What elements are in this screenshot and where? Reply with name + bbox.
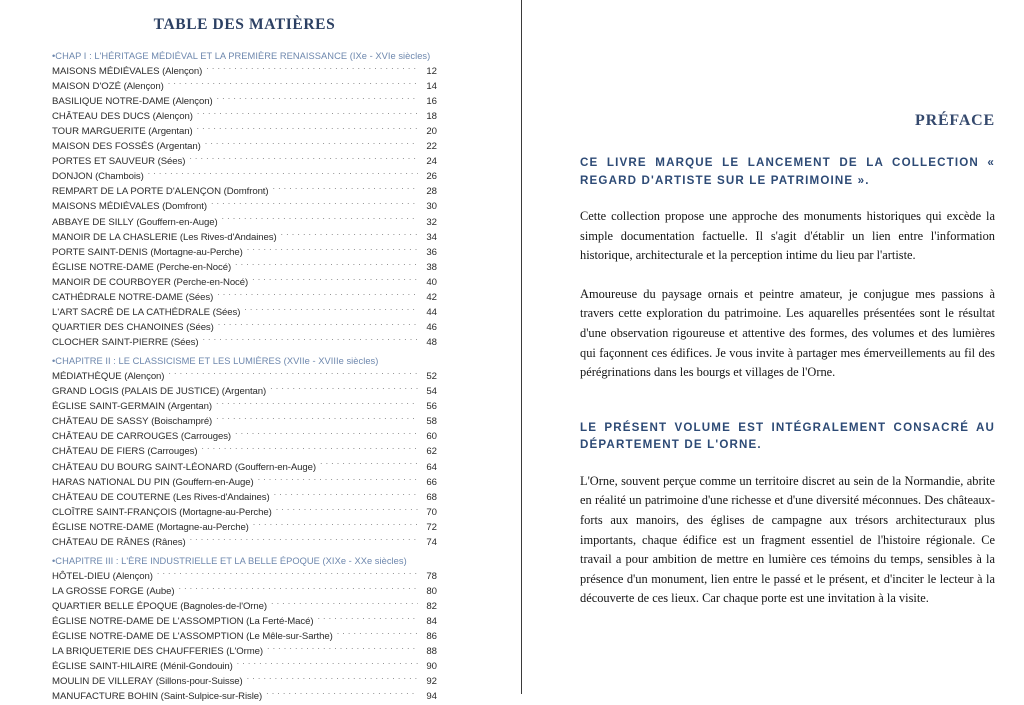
toc-entry[interactable] <box>52 399 437 414</box>
toc-entry-label <box>52 689 262 704</box>
toc-dot-leader <box>270 385 418 394</box>
toc-entry-page-number: 62 <box>426 446 437 458</box>
toc-dot-leader <box>211 200 418 209</box>
toc-entry[interactable] <box>52 184 437 199</box>
toc-entry-label <box>52 674 243 689</box>
toc-entry-title: CLOÎTRE SAINT-FRANÇOIS <box>52 506 177 518</box>
preface-paragraph-one: Cette collection propose une approche des monuments historiques qui excède la simple documentation factuelle. Il s'agit d'établir un lien entre l'information historique, architecturale et la perception intime du lieu par l'artiste. <box>580 209 995 263</box>
toc-dot-leader <box>252 276 418 285</box>
toc-entry-label <box>52 290 213 305</box>
toc-entry[interactable] <box>52 520 437 535</box>
toc-entry-page-number: 90 <box>426 661 437 673</box>
toc-entry-label <box>52 94 213 109</box>
toc-entry-page-number: 36 <box>426 246 437 258</box>
toc-entry-title: CHÂTEAU DE COUTERNE <box>52 491 171 503</box>
toc-entry-label <box>52 614 313 629</box>
toc-entry[interactable] <box>52 384 437 399</box>
toc-dot-leader <box>272 185 418 194</box>
toc-entry-place: (Boischampré) <box>148 416 213 428</box>
toc-dot-leader <box>235 430 418 439</box>
toc-entry[interactable] <box>52 230 437 245</box>
toc-entry[interactable] <box>52 369 437 384</box>
toc-entry-place: (Argentan) <box>153 141 201 153</box>
toc-entry-page-number: 26 <box>426 171 437 183</box>
toc-entry-page-number: 24 <box>426 156 437 168</box>
toc-entry-label <box>52 169 144 184</box>
toc-entry-title: CHÂTEAU DE CARROUGES <box>52 431 179 443</box>
toc-entry-title: ABBAYE DE SILLY <box>52 216 134 228</box>
toc-entry[interactable] <box>52 109 437 124</box>
toc-entry-label <box>52 475 254 490</box>
toc-dot-leader <box>235 261 418 270</box>
toc-entry-title: L'ART SACRÉ DE LA CATHÉDRALE <box>52 307 211 319</box>
toc-dot-leader <box>168 80 418 89</box>
toc-entry-place: (Saint-Sulpice-sur-Risle) <box>158 691 263 703</box>
toc-entry-page-number: 44 <box>426 307 437 319</box>
toc-entry[interactable] <box>52 124 437 139</box>
preface-page-title: PRÉFACE <box>915 112 995 129</box>
toc-dot-leader <box>237 660 418 669</box>
toc-dot-leader <box>218 321 418 330</box>
toc-entry[interactable] <box>52 689 437 704</box>
toc-entry-page-number: 74 <box>426 537 437 548</box>
toc-entry-title: PORTES ET SAUVEUR <box>52 156 156 168</box>
toc-entry[interactable] <box>52 260 437 275</box>
toc-entry[interactable] <box>52 629 437 644</box>
toc-entry[interactable] <box>52 535 437 550</box>
toc-entry-title: MANOIR DE COURBOYER <box>52 276 171 288</box>
toc-entry-page-number: 42 <box>426 292 437 303</box>
toc-entry-label <box>52 659 233 674</box>
toc-sections <box>52 51 437 705</box>
toc-entry-page-number: 30 <box>426 201 437 213</box>
toc-entry-page-number: 86 <box>426 631 437 643</box>
toc-entry-title: LA GROSSE FORGE <box>52 585 144 597</box>
toc-entry-place: (Perche-en-Nocé) <box>170 276 249 288</box>
toc-entry-title: BASILIQUE NOTRE-DAME <box>52 95 170 107</box>
toc-entry-place: (Bagnoles-de-l'Orne) <box>177 600 267 612</box>
toc-entry-label <box>52 444 197 459</box>
toc-entry-page-number: 48 <box>426 337 437 349</box>
toc-entry[interactable] <box>52 169 437 184</box>
toc-entry-place: (Gouffern-en-Auge) <box>133 216 218 228</box>
toc-entry-place: (Argentan) <box>165 401 212 413</box>
toc-entry-place: (Gouffern-en-Auge) <box>169 476 254 488</box>
toc-dot-leader <box>244 306 418 315</box>
toc-entry-place: (Domfront) <box>159 201 207 213</box>
toc-dot-leader <box>190 536 418 545</box>
toc-entry-place: (Sées) <box>182 292 214 303</box>
toc-dot-leader <box>337 630 418 639</box>
toc-dot-leader <box>197 125 418 134</box>
toc-entry-page-number: 94 <box>426 691 437 703</box>
toc-entry-place: (La Ferté-Macé) <box>243 615 314 627</box>
toc-entry-label <box>52 644 263 659</box>
toc-dot-leader <box>206 65 418 74</box>
toc-entry-label <box>52 490 270 505</box>
toc-entry-place: (Argentan) <box>219 386 267 398</box>
toc-entry-place: (Les Rives-d'Andaines) <box>170 491 270 503</box>
toc-entry-place: (Argentan) <box>145 125 193 137</box>
toc-entry-page-number: 38 <box>426 261 437 273</box>
toc-entry-page-number: 56 <box>426 401 437 413</box>
toc-entry-title: ÉGLISE NOTRE-DAME DE L'ASSOMPTION <box>52 615 244 627</box>
toc-entry-page-number: 92 <box>426 676 437 688</box>
toc-entry-label <box>52 414 212 429</box>
toc-entry-title: MOULIN DE VILLERAY <box>52 676 154 688</box>
toc-dot-leader <box>274 491 418 500</box>
toc-chapter-heading: •CHAP I : L'HÉRITAGE MÉDIÉVAL ET LA PREMIÈRE RENAISSANCE (IXe - XVIe siècles) <box>52 51 431 61</box>
toc-entry[interactable] <box>52 414 437 429</box>
toc-entry-label <box>52 369 164 384</box>
toc-entry-label <box>52 629 333 644</box>
toc-entry-title: ÉGLISE SAINT-GERMAIN <box>52 401 166 413</box>
toc-dot-leader <box>216 400 418 409</box>
toc-page-title: TABLE DES MATIÈRES <box>153 16 336 33</box>
toc-entry-label <box>52 260 231 275</box>
toc-entry-label <box>52 109 193 124</box>
preface-heading-two: LE PRÉSENT VOLUME EST INTÉGRALEMENT CONSACRÉ AU DÉPARTEMENT DE L'ORNE. <box>580 420 995 452</box>
toc-entry[interactable] <box>52 460 437 475</box>
toc-entry-title: ÉGLISE NOTRE-DAME DE L'ASSOMPTION <box>52 631 244 643</box>
toc-entry-place: (Ménil-Gondouin) <box>157 661 233 673</box>
preface-heading-one: CE LIVRE MARQUE LE LANCEMENT DE LA COLLECTION « REGARD D'ARTISTE SUR LE PATRIMOINE ». <box>580 156 995 187</box>
toc-entry-label <box>52 599 267 614</box>
toc-entry[interactable] <box>52 94 437 109</box>
toc-entry-page-number: 12 <box>426 65 437 77</box>
toc-entry-label <box>52 305 240 320</box>
toc-dot-leader <box>202 336 418 345</box>
toc-entry-title: MAISON D'OZÉ <box>52 80 121 92</box>
toc-dot-leader <box>222 216 418 225</box>
toc-entry-place: (Les Rives-d'Andaines) <box>177 231 277 243</box>
toc-dot-leader <box>205 140 418 149</box>
toc-entry-page-number: 46 <box>426 322 437 334</box>
toc-entry-place: (Aube) <box>143 585 175 597</box>
toc-chapter-heading: •CHAPITRE II : LE CLASSICISME ET LES LUMIÈRES (XVIIe - XVIIIe siècles) <box>52 356 379 367</box>
toc-entry-title: CHÂTEAU DE FIERS <box>52 446 145 458</box>
toc-entry[interactable] <box>52 644 437 659</box>
toc-dot-leader <box>267 645 418 654</box>
toc-entry-page-number: 52 <box>426 370 437 382</box>
toc-entry-label <box>52 584 174 599</box>
toc-entry-place: (Alençon) <box>121 370 165 382</box>
toc-entry-place: (Chambois) <box>92 171 144 183</box>
toc-entry-page-number: 34 <box>426 231 437 243</box>
toc-entry-page-number: 54 <box>426 386 437 398</box>
toc-dot-leader <box>258 476 418 485</box>
toc-entry-page-number: 20 <box>426 125 437 137</box>
toc-entry[interactable] <box>52 64 437 79</box>
toc-entry[interactable] <box>52 335 437 350</box>
toc-entry-label <box>52 275 248 290</box>
toc-entry-title: TOUR MARGUERITE <box>52 125 146 137</box>
toc-dot-leader <box>178 585 418 594</box>
toc-entry-page-number: 18 <box>426 110 437 122</box>
toc-entry-title: PORTE SAINT-DENIS <box>52 246 148 258</box>
toc-entry-title: CATHÉDRALE NOTRE-DAME <box>52 292 183 303</box>
toc-entry[interactable] <box>52 290 437 305</box>
toc-entry-title: GRAND LOGIS (PALAIS DE JUSTICE) <box>52 386 220 398</box>
toc-entry[interactable] <box>52 199 437 214</box>
toc-entry-title: MANUFACTURE BOHIN <box>52 691 159 703</box>
toc-entry-place: (Alençon) <box>169 95 213 107</box>
toc-entry-page-number: 68 <box>426 491 437 503</box>
toc-entry-place: (Domfront) <box>221 186 269 198</box>
toc-dot-leader <box>201 445 418 454</box>
toc-dot-leader <box>216 415 418 424</box>
toc-entry-label <box>52 320 214 335</box>
toc-entry-title: CHÂTEAU DU BOURG SAINT-LÉONARD <box>52 461 233 473</box>
toc-entry[interactable] <box>52 599 437 614</box>
toc-entry-page-number: 14 <box>426 80 437 92</box>
toc-dot-leader <box>157 570 418 579</box>
toc-entry-title: QUARTIER DES CHANOINES <box>52 322 184 334</box>
toc-entry-label <box>52 399 212 414</box>
toc-entry-place: (Sées) <box>210 307 241 319</box>
toc-entry-place: (Sées) <box>155 156 186 168</box>
toc-entry-label <box>52 520 249 535</box>
toc-entry-title: HÔTEL-DIEU <box>52 570 111 582</box>
toc-entry[interactable] <box>52 659 437 674</box>
toc-dot-leader <box>189 155 418 164</box>
toc-entry-title: MAISONS MÉDIÉVALES <box>52 201 160 213</box>
toc-entry[interactable] <box>52 245 437 260</box>
toc-entry-title: CHÂTEAU DES DUCS <box>52 110 151 122</box>
toc-entry[interactable] <box>52 674 437 689</box>
toc-entry-label <box>52 535 186 550</box>
toc-entry-place: (Alençon) <box>150 110 193 122</box>
preface-paragraph-two: Amoureuse du paysage ornais et peintre amateur, je conjugue mes passions à travers cette exploration du patrimoine. Les aquarelles présentées sont le résultat d'une observation rigoureuse et attentive des formes, des volumes et des lumières qui façonnent ces édifices. Je vous invite à partager mes émerveillements au fil des pérégrinations dans les bourgs et villages de l'Orne. <box>580 286 995 380</box>
toc-entry[interactable] <box>52 569 437 584</box>
toc-entry-place: (Carrouges) <box>178 431 231 443</box>
toc-dot-leader <box>276 506 418 515</box>
toc-entry-place: (Rânes) <box>149 537 186 548</box>
toc-dot-leader <box>197 110 418 119</box>
toc-entry[interactable] <box>52 475 437 490</box>
toc-entry-label <box>52 79 164 94</box>
toc-entry-place: (Le Mêle-sur-Sarthe) <box>243 631 333 643</box>
toc-entry-page-number: 66 <box>426 476 437 488</box>
toc-dot-leader <box>253 521 418 530</box>
toc-entry[interactable] <box>52 305 437 320</box>
toc-entry-page-number: 78 <box>426 570 437 582</box>
toc-entry-title: HARAS NATIONAL DU PIN <box>52 476 170 488</box>
toc-entry-page-number: 82 <box>426 600 437 612</box>
toc-entry-page-number: 64 <box>426 461 437 473</box>
toc-entry-place: (Alençon) <box>110 570 153 582</box>
toc-entry-place: (Sillons-pour-Suisse) <box>153 676 243 688</box>
toc-entry-label <box>52 460 316 475</box>
toc-entry[interactable] <box>52 614 437 629</box>
toc-entry-label <box>52 64 202 79</box>
toc-entry-title: QUARTIER BELLE ÉPOQUE <box>52 600 178 612</box>
toc-entry[interactable] <box>52 79 437 94</box>
toc-entry-page-number: 72 <box>426 521 437 533</box>
toc-entry[interactable] <box>52 320 437 335</box>
toc-entry-title: CHÂTEAU DE RÂNES <box>52 537 150 548</box>
toc-entry-title: MÉDIATHÈQUE <box>52 370 122 382</box>
toc-dot-leader <box>281 231 418 240</box>
toc-entry-title: REMPART DE LA PORTE D'ALENÇON <box>52 186 222 198</box>
toc-entry-page-number: 22 <box>426 141 437 153</box>
toc-entry-place: (Sées) <box>183 322 214 334</box>
toc-entry[interactable] <box>52 505 437 520</box>
preface-container <box>580 112 995 609</box>
toc-entry-place: (Perche-en-Nocé) <box>153 261 232 273</box>
toc-entry-page-number: 88 <box>426 646 437 658</box>
toc-entry-label <box>52 199 207 214</box>
toc-entry-place: (Mortagne-au-Perche) <box>153 521 249 533</box>
toc-entry-title: ÉGLISE NOTRE-DAME <box>52 521 154 533</box>
toc-entry-place: (Alençon) <box>159 65 203 77</box>
toc-entry-title: LA BRIQUETERIE DES CHAUFFERIES <box>52 646 224 658</box>
toc-entry-title: ÉGLISE NOTRE-DAME <box>52 261 154 273</box>
toc-entry-label <box>52 139 201 154</box>
toc-entry-page-number: 70 <box>426 506 437 518</box>
toc-entry-label <box>52 335 198 350</box>
toc-entry-label <box>52 215 218 230</box>
toc-entry-page-number: 80 <box>426 585 437 597</box>
toc-entry-place: (Carrouges) <box>144 446 198 458</box>
page-preface <box>522 0 1024 694</box>
toc-entry-title: ÉGLISE SAINT-HILAIRE <box>52 661 158 673</box>
toc-entry[interactable] <box>52 275 437 290</box>
toc-dot-leader <box>317 615 418 624</box>
toc-entry-label <box>52 230 277 245</box>
toc-entry-page-number: 28 <box>426 186 437 198</box>
toc-entry-label <box>52 505 272 520</box>
toc-dot-leader <box>247 246 418 255</box>
toc-entry-label <box>52 124 193 139</box>
toc-entry-title: CHÂTEAU DE SASSY <box>52 416 149 428</box>
toc-entry-place: (Mortagne-au-Perche) <box>147 246 243 258</box>
toc-entry[interactable] <box>52 444 437 459</box>
toc-dot-leader <box>148 170 418 179</box>
toc-entry[interactable] <box>52 584 437 599</box>
toc-entry-page-number: 40 <box>426 276 437 288</box>
toc-entry-label <box>52 569 153 584</box>
toc-container <box>52 16 437 705</box>
toc-entry-label <box>52 184 268 199</box>
toc-entry-label <box>52 154 185 169</box>
toc-entry-place: (L'Orme) <box>223 646 263 658</box>
toc-dot-leader <box>217 291 418 300</box>
toc-entry-place: (Mortagne-au-Perche) <box>176 506 272 518</box>
preface-paragraph-three: L'Orne, souvent perçue comme un territoire discret au sein de la Normandie, abrite en réalité un patrimoine d'une richesse et d'une diversité méconnues. Des châteaux-forts aux manoirs, des églises de campagne aux trésors architecturaux plus importants, chaque édifice est un fragment essentiel de l'histoire régionale. Ce travail a pour ambition de mettre en lumière ces témoins du temps, sensibles à la présence d'un monument, lien entre le passé et le présent, et d'inciter le lecteur à la découverte de ces lieux. Car chaque porte est une invitation à la visite. <box>580 473 995 606</box>
toc-entry[interactable] <box>52 215 437 230</box>
toc-entry-label <box>52 245 243 260</box>
toc-entry[interactable] <box>52 139 437 154</box>
toc-entry-page-number: 16 <box>426 95 437 107</box>
toc-chapter-heading: •CHAPITRE III : L'ÈRE INDUSTRIELLE ET LA BELLE ÉPOQUE (XIXe - XXe siècles) <box>52 556 407 567</box>
toc-entry[interactable] <box>52 429 437 444</box>
toc-dot-leader <box>266 690 418 699</box>
toc-entry-title: MAISONS MÉDIÉVALES <box>52 65 160 77</box>
toc-entry-place: (Gouffern-en-Auge) <box>232 461 316 473</box>
toc-dot-leader <box>320 461 418 470</box>
toc-entry-title: CLOCHER SAINT-PIERRE <box>52 337 169 349</box>
toc-entry-label <box>52 384 266 399</box>
toc-dot-leader <box>168 370 418 379</box>
toc-entry-title: MAISON DES FOSSÉS <box>52 141 154 153</box>
toc-entry[interactable] <box>52 490 437 505</box>
toc-entry-place: (Sées) <box>168 337 199 349</box>
toc-entry-title: DONJON <box>52 171 93 183</box>
toc-entry-title: MANOIR DE LA CHASLERIE <box>52 231 178 243</box>
toc-entry-page-number: 84 <box>426 615 437 627</box>
toc-entry-place: (Alençon) <box>121 80 164 92</box>
toc-entry[interactable] <box>52 154 437 169</box>
toc-dot-leader <box>247 675 418 684</box>
toc-entry-page-number: 58 <box>426 416 437 428</box>
toc-entry-page-number: 60 <box>426 431 437 443</box>
toc-dot-leader <box>217 95 418 104</box>
toc-entry-label <box>52 429 231 444</box>
toc-dot-leader <box>271 600 418 609</box>
toc-entry-page-number: 32 <box>426 216 437 228</box>
